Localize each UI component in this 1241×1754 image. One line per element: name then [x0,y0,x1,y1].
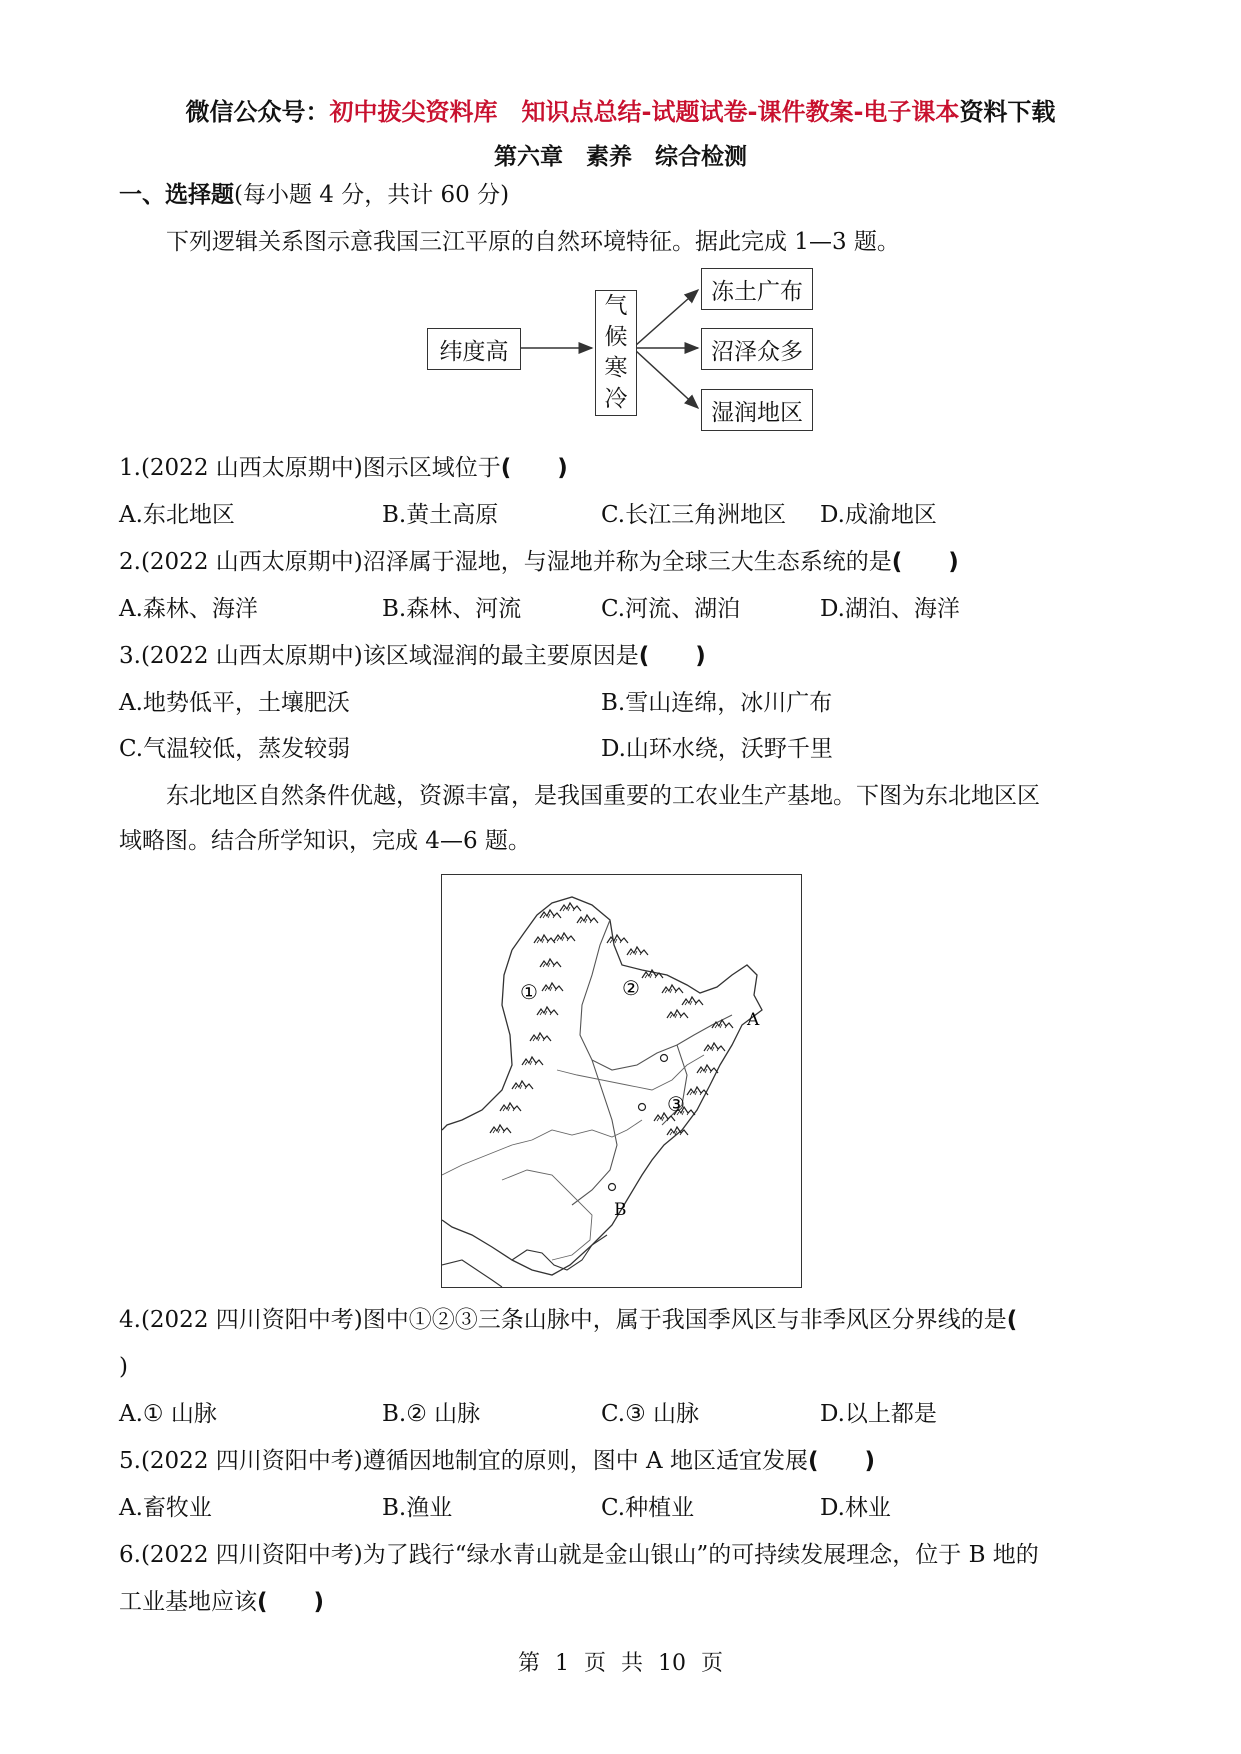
flow-middle-box [595,290,637,416]
q4-option-c[interactable]: C.③ 山脉 [601,1401,700,1427]
q2-paren: ( ) [891,549,959,575]
page-footer: 第 1 页 共 10 页 [518,1651,723,1676]
mountain-icon [542,983,563,991]
q3-option-a[interactable]: A.地势低平，土壤肥沃 [119,690,350,716]
q1-option-a[interactable]: A.东北地区 [119,502,235,528]
q1-paren: ( ) [500,455,568,481]
question-6-line-2 [119,1587,324,1617]
city-dot-icon [639,1104,646,1111]
province-boundary-2 [532,1120,642,1140]
map-label-b: B [614,1200,627,1220]
chapter-title: 第六章 素养 综合检测 [494,144,747,170]
map-label-a: A [747,1010,760,1030]
mountain-icon [667,1010,688,1018]
q4-option-b[interactable]: B.② 山脉 [382,1401,481,1427]
flow-target-2: 沼泽众多 [701,328,813,370]
q1-option-b[interactable]: B.黄土高原 [382,502,499,528]
question-5 [119,1446,875,1476]
arrow-to-target-1 [635,290,698,346]
mountain-icon [697,1065,718,1073]
section-title: 一、选择题 [119,182,234,208]
q3-option-d[interactable]: D.山环水绕，沃野千里 [601,736,833,762]
intro-2-line-2: 域略图。结合所学知识，完成 4—6 题。 [119,828,531,854]
west-boundary [442,950,512,1130]
mountain-icon [534,935,555,943]
section-note: (每小题 4 分，共计 60 分) [234,182,510,208]
mountain-icon [607,935,628,943]
city-dot-icon [609,1184,616,1191]
mountain-icon [512,1081,533,1089]
question-1 [119,453,568,483]
flow-target-1: 冻土广布 [701,268,813,310]
mountain-icon [712,1020,733,1028]
mountain-icon [627,947,648,955]
city-dot-icon [661,1055,668,1062]
q5-option-c[interactable]: C.种植业 [601,1495,695,1521]
coastline [512,1235,607,1270]
mountain-icon [704,1043,725,1051]
flow-source-box: 纬度高 [427,328,521,370]
q2-option-c[interactable]: C.河流、湖泊 [601,596,741,622]
intro-2-line-1: 东北地区自然条件优越，资源丰富，是我国重要的工农业生产基地。下图为东北地区区 [166,783,1040,809]
arrow-to-target-3 [635,350,698,408]
mountain-icon [530,1033,551,1041]
mountain-icon [500,1103,521,1111]
northeast-map [441,874,802,1288]
q4-paren-open: ( [1006,1307,1018,1333]
q4-stem: 4.(2022 四川资阳中考)图中①②③三条山脉中，属于我国季风区与非季风区分界线的是 [119,1307,1007,1333]
q3-option-b[interactable]: B.雪山连绵，冰川广布 [601,690,833,716]
question-4 [119,1305,1017,1335]
question-3 [119,641,706,671]
q6-paren: ( ) [257,1589,325,1615]
map-label-3: ③ [667,1092,685,1116]
q5-option-a[interactable]: A.畜牧业 [119,1495,212,1521]
q2-stem: 2.(2022 山西太原期中)沼泽属于湿地，与湿地并称为全球三大生态系统的是 [119,549,892,575]
mountain-icon [554,933,575,941]
flow-middle-char-2: 候 [604,324,628,350]
q5-stem: 5.(2022 四川资阳中考)遵循因地制宜的原则，图中 A 地区适宜发展 [119,1448,808,1474]
q2-option-a[interactable]: A.森林、海洋 [119,596,258,622]
header-suffix: 资料下载 [959,98,1056,126]
mountain-icon [490,1125,511,1133]
q5-paren: ( ) [807,1448,875,1474]
flow-middle-char-1: 气 [604,293,628,319]
province-boundary-4 [502,1170,592,1260]
q6-stem-line-2: 工业基地应该 [119,1589,257,1615]
q3-option-c[interactable]: C.气温较低，蒸发较弱 [119,736,351,762]
q2-option-b[interactable]: B.森林、河流 [382,596,522,622]
q1-option-d[interactable]: D.成渝地区 [820,502,937,528]
mountain-icon [662,985,683,993]
flow-target-3: 湿润地区 [701,389,813,431]
flow-middle-char-3: 寒 [604,355,628,381]
header-prefix: 微信公众号： [185,98,330,126]
map-label-1: ① [520,980,538,1004]
q5-option-b[interactable]: B.渔业 [382,1495,453,1521]
peninsula [442,1260,502,1287]
q4-option-a[interactable]: A.① 山脉 [119,1401,217,1427]
flow-middle-char-4: 冷 [604,386,628,412]
q2-option-d[interactable]: D.湖泊、海洋 [820,596,960,622]
mountain-icon [522,1057,543,1065]
question-6-line-1: 6.(2022 四川资阳中考)为了践行“绿水青山就是金山银山”的可持续发展理念，位于 B 地的 [119,1542,1039,1568]
mountain-icon [537,1007,558,1015]
q1-stem: 1.(2022 山西太原期中)图示区域位于 [119,455,501,481]
mountain-icon [682,997,703,1005]
q1-option-c[interactable]: C.长江三角洲地区 [601,502,787,528]
q5-option-d[interactable]: D.林业 [820,1495,891,1521]
header-red-text: 初中拔尖资料库 知识点总结-试题试卷-课件教案-电子课本 [329,98,960,126]
question-2 [119,547,959,577]
mountain-icon [577,915,598,923]
region-outline [442,897,762,1275]
mountain-icon [540,959,561,967]
mountain-icon [540,910,561,918]
q4-option-d[interactable]: D.以上都是 [820,1401,937,1427]
q3-paren: ( ) [638,643,706,669]
map-svg [442,875,801,1287]
intro-1: 下列逻辑关系图示意我国三江平原的自然环境特征。据此完成 1—3 题。 [166,229,900,255]
map-label-2: ② [622,976,640,1000]
province-boundary-3 [442,1140,532,1175]
mountain-icon [560,903,581,911]
q3-stem: 3.(2022 山西太原期中)该区域湿润的最主要原因是 [119,643,639,669]
q4-paren-close: ) [119,1354,128,1380]
